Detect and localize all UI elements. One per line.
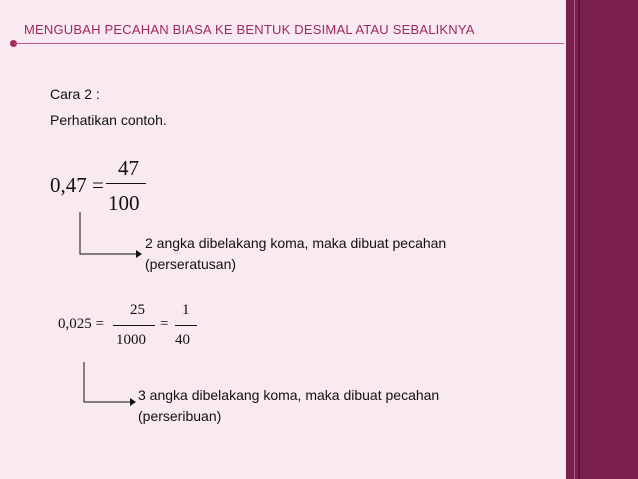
method-label: Cara 2 :: [50, 86, 100, 102]
slide-title: MENGUBAH PECAHAN BIASA KE BENTUK DESIMAL ATAU SEBALIKNYA: [24, 22, 475, 37]
example1-denominator: 100: [108, 191, 140, 215]
example1-note-line1: 2 angka dibelakang koma, maka dibuat pecahan: [145, 235, 447, 251]
example2-fraction-bar1: [113, 325, 155, 326]
example2-equals: =: [160, 316, 169, 332]
example2-note-line2: (perseribuan): [138, 408, 222, 424]
title-rule: [14, 43, 564, 44]
example2-denominator2: 40: [175, 332, 190, 348]
example2-note-line1: 3 angka dibelakang koma, maka dibuat pecahan: [138, 387, 440, 403]
example2-decimal: 0,025 =: [58, 316, 104, 332]
example2-note: [138, 385, 439, 427]
example2-denominator1: 1000: [116, 332, 146, 348]
example1-numerator: 47: [118, 156, 139, 180]
example1-arrow-icon: [76, 212, 142, 260]
example1-decimal: 0,47 =: [50, 173, 104, 197]
example1-note-line2: (perseratusan): [145, 256, 237, 272]
example2-numerator2: 1: [182, 302, 190, 318]
example1-note: [145, 233, 446, 275]
example2-arrow-icon: [80, 362, 136, 408]
intro-text: Perhatikan contoh.: [50, 112, 167, 128]
example1-fraction-bar: [106, 183, 146, 184]
example2-numerator1: 25: [130, 302, 145, 318]
decorative-side-bar: [566, 0, 638, 479]
example2-fraction-bar2: [175, 325, 197, 326]
